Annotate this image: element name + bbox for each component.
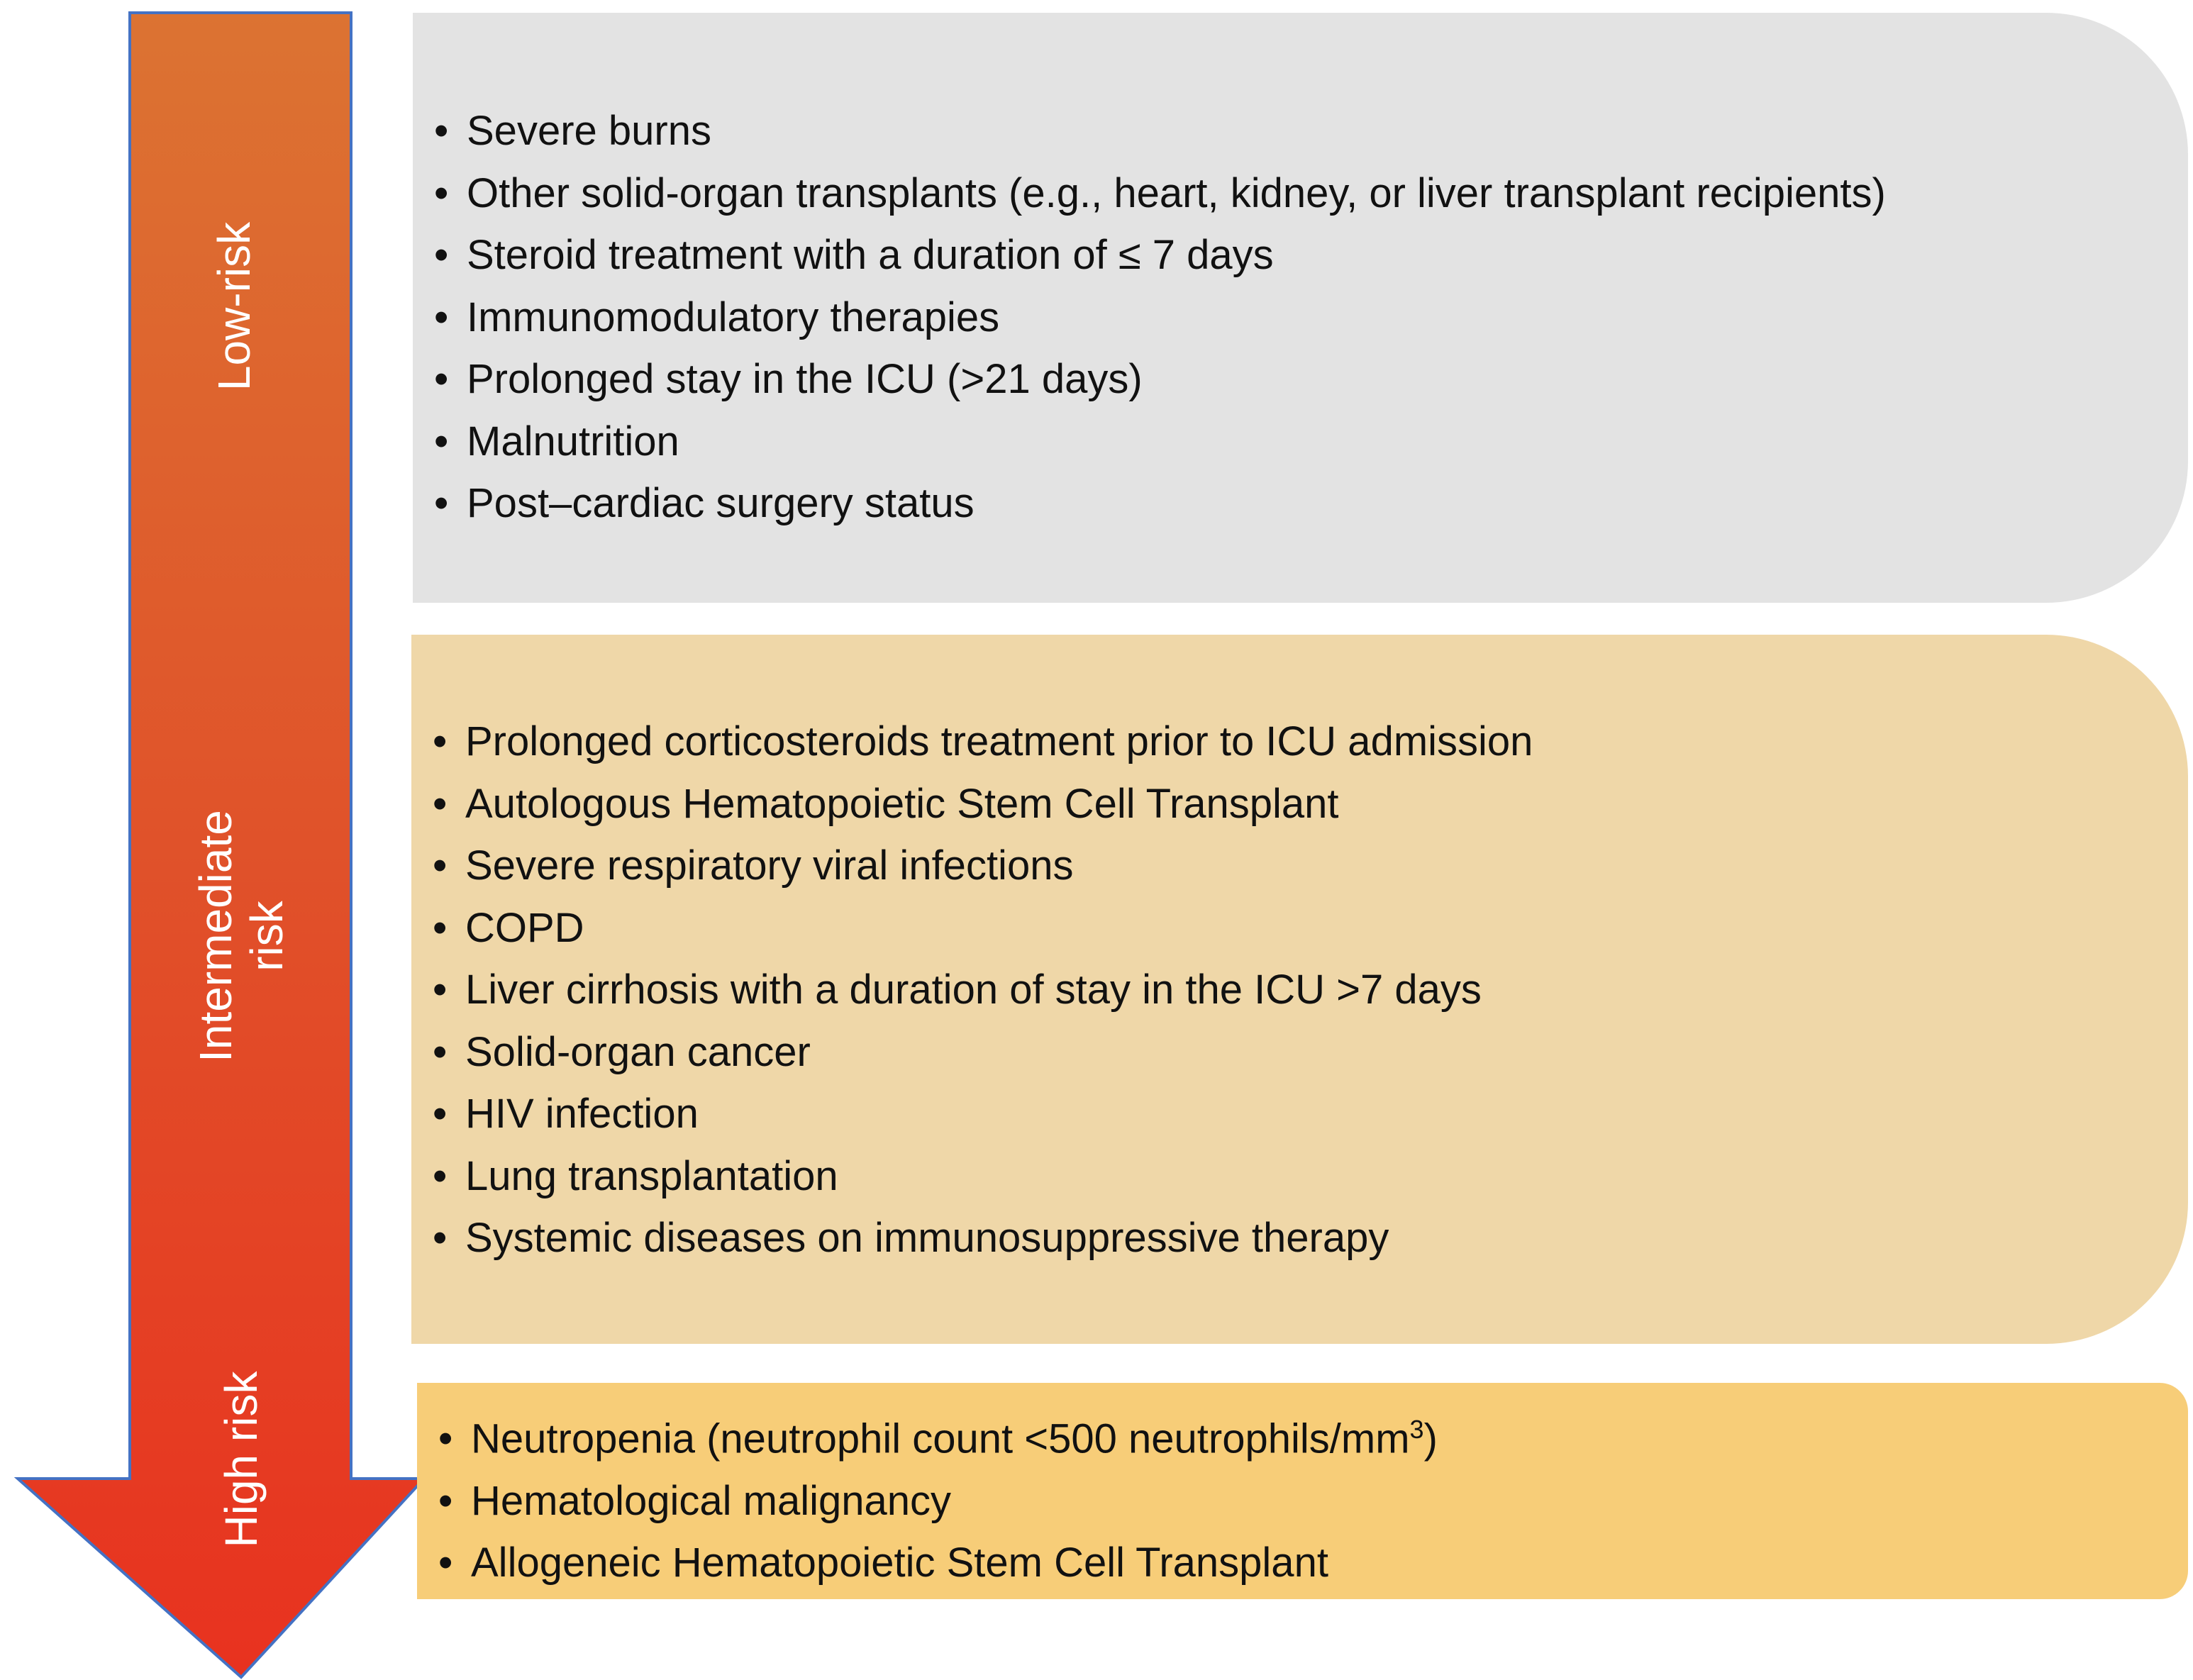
item-text: Solid-organ cancer (465, 1028, 811, 1075)
intermediate-risk-label (190, 810, 292, 1062)
item-text: Prolonged corticosteroids treatment prior to ICU admission (465, 718, 1533, 764)
intermediate-risk-list (433, 711, 1533, 1269)
item-text: Severe burns (467, 108, 711, 154)
list-item (438, 1470, 1438, 1532)
list-item (433, 959, 1533, 1021)
bullet-icon: • (438, 1415, 453, 1462)
bullet-icon: • (433, 718, 448, 764)
bullet-icon: • (434, 232, 449, 278)
low-risk-list (434, 100, 1886, 535)
list-item (434, 100, 1886, 162)
list-item (438, 1532, 1438, 1594)
list-item (433, 1021, 1533, 1084)
list-item (434, 411, 1886, 473)
item-text: HIV infection (465, 1091, 699, 1137)
intermediate-risk-box (411, 635, 2188, 1344)
high-risk-label: High risk (216, 1371, 267, 1548)
item-text: Steroid treatment with a duration of ≤ 7 days (467, 232, 1274, 278)
intermediate-label-line2: risk (241, 901, 292, 972)
list-item (434, 472, 1886, 535)
item-text: Hematological malignancy (471, 1477, 951, 1524)
list-item (434, 224, 1886, 287)
bullet-icon: • (433, 842, 448, 889)
item-text: Liver cirrhosis with a duration of stay in the ICU >7 days (465, 967, 1482, 1013)
high-risk-list (438, 1398, 1438, 1594)
item-text: Prolonged stay in the ICU (>21 days) (467, 356, 1143, 402)
item-text: Allogeneic Hematopoietic Stem Cell Transplant (471, 1540, 1328, 1586)
list-item (433, 1083, 1533, 1145)
bullet-icon: • (434, 418, 449, 464)
bullet-icon: • (438, 1540, 453, 1586)
bullet-icon: • (434, 169, 449, 216)
low-risk-box (413, 13, 2188, 603)
item-text: Lung transplantation (465, 1152, 838, 1199)
item-text: Systemic diseases on immunosuppressive therapy (465, 1215, 1389, 1261)
item-text: Malnutrition (467, 418, 679, 464)
item-text: Autologous Hematopoietic Stem Cell Transplant (465, 780, 1339, 827)
item-suffix: ) (1423, 1415, 1438, 1462)
bullet-icon: • (433, 1091, 448, 1137)
list-item (434, 348, 1886, 411)
item-text: COPD (465, 904, 584, 951)
list-item (433, 773, 1533, 835)
high-risk-box (417, 1383, 2188, 1599)
bullet-icon: • (433, 1152, 448, 1199)
item-text: Post–cardiac surgery status (467, 480, 975, 526)
item-text: Neutropenia (neutrophil count <500 neutrophils/mm (471, 1415, 1410, 1462)
list-item (434, 287, 1886, 349)
bullet-icon: • (433, 1028, 448, 1075)
list-item (433, 1145, 1533, 1208)
list-item (438, 1398, 1438, 1470)
list-item (433, 897, 1533, 959)
bullet-icon: • (433, 780, 448, 827)
bullet-icon: • (438, 1477, 453, 1524)
list-item (433, 1207, 1533, 1269)
list-item (433, 835, 1533, 897)
item-text: Severe respiratory viral infections (465, 842, 1074, 889)
bullet-icon: • (433, 967, 448, 1013)
bullet-icon: • (434, 356, 449, 402)
bullet-icon: • (434, 108, 449, 154)
superscript: 3 (1409, 1415, 1424, 1444)
list-item (434, 162, 1886, 225)
bullet-icon: • (433, 904, 448, 951)
bullet-icon: • (434, 480, 449, 526)
item-text: Other solid-organ transplants (e.g., heart, kidney, or liver transplant recipients) (467, 169, 1886, 216)
list-item (433, 711, 1533, 773)
bullet-icon: • (434, 294, 449, 340)
low-risk-label: Low-risk (209, 221, 260, 391)
intermediate-label-line1: Intermediate (190, 810, 241, 1062)
bullet-icon: • (433, 1215, 448, 1261)
item-text: Immunomodulatory therapies (467, 294, 1000, 340)
